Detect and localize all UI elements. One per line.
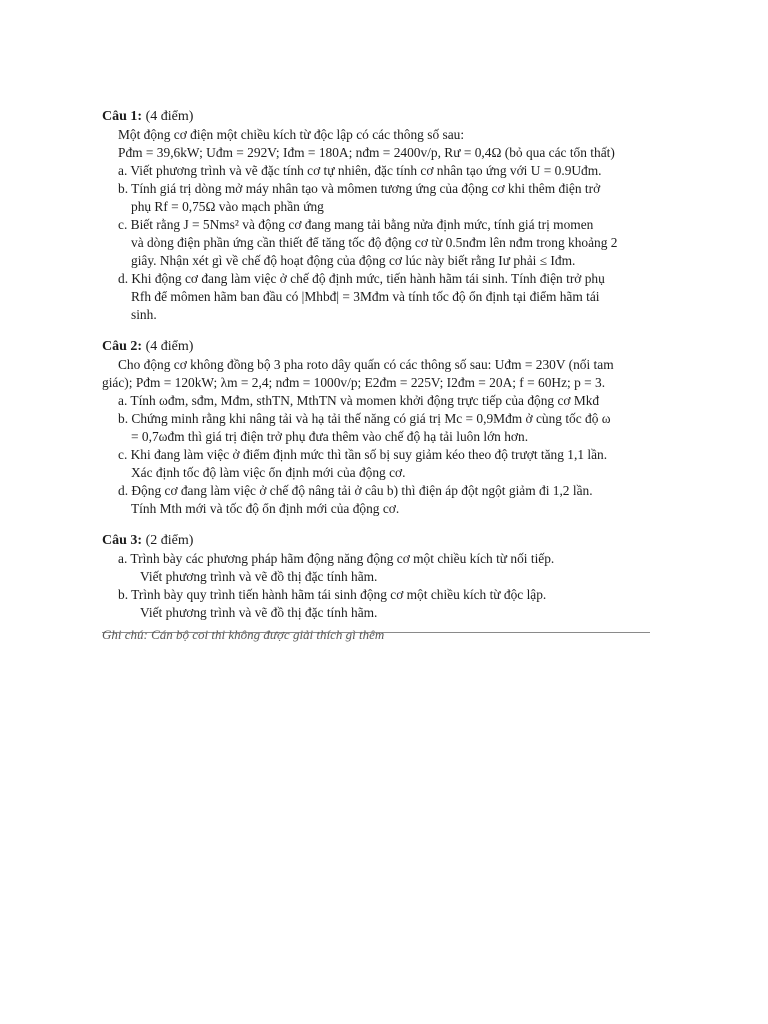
q2-line: b. Chứng minh rằng khi nâng tải và hạ tải thế năng có giá trị Mc = 0,9Mđm ở cùng tốc độ ω (118, 411, 611, 426)
q1-line: sinh. (131, 307, 157, 322)
footer-note-text: Ghi chú: Cán bộ coi thi không được giải thích gì thêm (102, 627, 385, 642)
q1-line: Một động cơ điện một chiều kích từ độc lập có các thông số sau: (118, 127, 465, 142)
question-2-points: (4 điểm) (142, 339, 194, 354)
question-2-title (102, 338, 193, 356)
question-3-title (102, 532, 193, 550)
q1-line: phụ Rf = 0,75Ω vào mạch phần ứng (131, 199, 324, 214)
q3-line: Viết phương trình và vẽ đồ thị đặc tính hãm. (140, 605, 378, 620)
q1-line: b. Tính giá trị dòng mở máy nhân tạo và mômen tương ứng của động cơ khi thêm điện trở (118, 181, 601, 196)
q1-line: d. Khi động cơ đang làm việc ở chế độ định mức, tiến hành hãm tái sinh. Tính điện trở phụ (118, 271, 605, 286)
question-1-points: (4 điểm) (142, 109, 194, 124)
q2-line: d. Động cơ đang làm việc ở chế độ nâng tải ở câu b) thì điện áp đột ngột giảm đi 1,2 lần. (118, 483, 593, 498)
question-3-label: Câu 3: (102, 533, 143, 548)
question-1-title (102, 108, 193, 126)
q2-line: Cho động cơ không đồng bộ 3 pha roto dây quấn có các thông số sau: Uđm = 230V (nối tam (118, 357, 614, 372)
q2-line: Xác định tốc độ làm việc ổn định mới của động cơ. (131, 465, 406, 480)
q2-line: Tính Mth mới và tốc độ ổn định mới của động cơ. (131, 501, 400, 516)
q3-line: Viết phương trình và vẽ đồ thị đặc tính hãm. (140, 569, 378, 584)
q1-line: Rfh để mômen hãm ban đầu có |Mhbđ| = 3Mđm và tính tốc độ ổn định tại điểm hãm tái (131, 289, 600, 304)
q1-line: a. Viết phương trình và vẽ đặc tính cơ tự nhiên, đặc tính cơ nhân tạo ứng với U = 0.9Uđm. (118, 163, 602, 178)
q1-line: c. Biết rằng J = 5Nms² và động cơ đang mang tải bằng nửa định mức, tính giá trị momen (118, 217, 594, 232)
question-1-label: Câu 1: (102, 109, 143, 124)
q1-line: và dòng điện phần ứng cần thiết để tăng tốc độ động cơ từ 0.5nđm lên nđm trong khoảng 2 (131, 235, 618, 250)
q1-line: giây. Nhận xét gì về chế độ hoạt động của động cơ lúc này biết rằng Iư phải ≤ Iđm. (131, 253, 576, 268)
q2-line: a. Tính ωđm, sđm, Mđm, sthTN, MthTN và momen khởi động trực tiếp của động cơ Mkđ (118, 393, 600, 408)
q3-line: a. Trình bày các phương pháp hãm động năng động cơ một chiều kích từ nối tiếp. (118, 551, 555, 566)
q2-line: = 0,7ωđm thì giá trị điện trở phụ đưa thêm vào chế độ hạ tải luôn lớn hơn. (131, 429, 529, 444)
q1-line: Pđm = 39,6kW; Uđm = 292V; Iđm = 180A; nđm = 2400v/p, Rư = 0,4Ω (bỏ qua các tổn thất) (118, 145, 615, 160)
q2-line: c. Khi đang làm việc ở điểm định mức thì tần số bị suy giảm kéo theo độ trượt tăng 1,1 lần. (118, 447, 608, 462)
footer-note (102, 627, 442, 642)
q2-line: giác); Pđm = 120kW; λm = 2,4; nđm = 1000v/p; E2đm = 225V; I2đm = 20A; f = 60Hz; p = 3. (102, 375, 606, 390)
question-3-points: (2 điểm) (142, 533, 194, 548)
q3-line: b. Trình bày quy trình tiến hành hãm tái sinh động cơ một chiều kích từ độc lập. (118, 587, 547, 602)
question-2-label: Câu 2: (102, 339, 143, 354)
